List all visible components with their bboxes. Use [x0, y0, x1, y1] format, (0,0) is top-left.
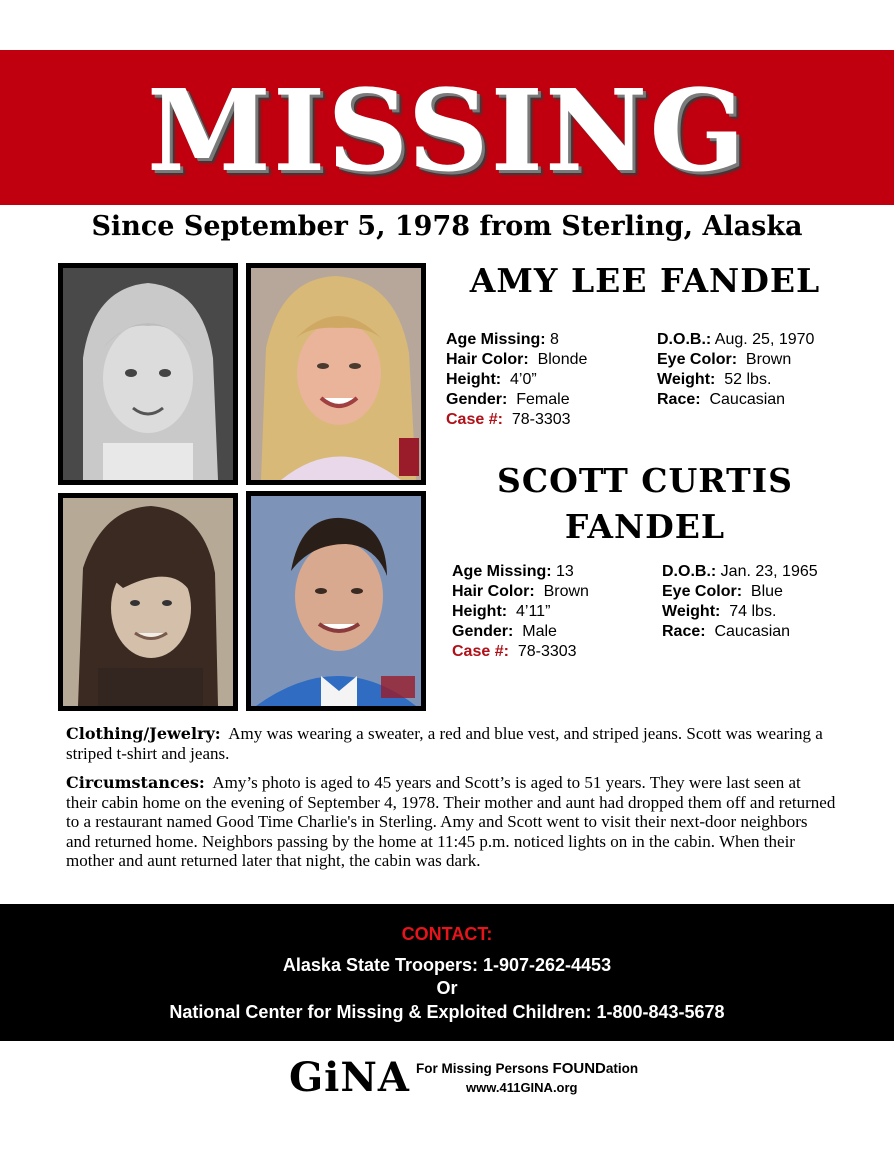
scott-info-right	[662, 562, 818, 642]
amy-age-progressed-photo	[246, 263, 426, 485]
contact-or: Or	[436, 978, 458, 998]
clothing-label: Clothing/Jewelry:	[66, 724, 221, 743]
gender-label: Gender:	[452, 623, 514, 640]
tagline-part1: For Missing Persons	[416, 1061, 553, 1076]
since-subtitle: Since September 5, 1978 from Sterling, Alaska	[91, 211, 803, 242]
gina-tagline	[416, 1060, 638, 1077]
case-label: Case #:	[446, 411, 503, 428]
case-value: 78-3303	[517, 643, 577, 660]
case-label: Case #:	[452, 643, 509, 660]
scott-age-progressed-photo	[246, 491, 426, 711]
contact-box	[0, 904, 894, 1041]
scott-child-photo	[58, 493, 238, 711]
race-label: Race:	[662, 623, 706, 640]
age-value: 8	[550, 331, 559, 348]
age-label: Age Missing:	[452, 563, 552, 580]
eye-value: Blue	[750, 583, 783, 600]
amy-info-right	[657, 330, 814, 410]
eye-label: Eye Color:	[657, 351, 738, 368]
tagline-part3: ation	[605, 1061, 639, 1076]
missing-title: MISSING	[146, 66, 748, 197]
gina-logo: GiNA	[289, 1054, 410, 1101]
dob-label: D.O.B.:	[662, 563, 717, 580]
circumstances-label: Circumstances:	[66, 773, 205, 792]
age-value: 13	[556, 563, 574, 580]
scott-name	[440, 458, 850, 550]
weight-label: Weight:	[657, 371, 716, 388]
contact-troopers: Alaska State Troopers: 1-907-262-4453	[282, 955, 612, 975]
scott-name-line1: SCOTT CURTIS	[497, 461, 793, 500]
age-label: Age Missing:	[446, 331, 546, 348]
dob-value: Jan. 23, 1965	[720, 563, 818, 580]
height-label: Height:	[452, 603, 508, 620]
contact-ncmec: National Center for Missing & Exploited Children: 1-800-843-5678	[169, 1002, 725, 1022]
tagline-part2: FOUND	[552, 1060, 606, 1077]
weight-value: 74 lbs.	[729, 603, 777, 620]
dob-value: Aug. 25, 1970	[714, 331, 815, 348]
gender-value: Female	[516, 391, 570, 408]
clothing-paragraph	[66, 724, 836, 763]
clothing-text: Amy was wearing a sweater, a red and blue vest, and striped jeans. Scott was wearing a striped t-shirt and jeans.	[66, 724, 823, 763]
gender-label: Gender:	[446, 391, 508, 408]
height-label: Height:	[446, 371, 502, 388]
scott-info-left	[452, 562, 589, 662]
amy-name: AMY LEE FANDEL	[469, 261, 821, 300]
hair-label: Hair Color:	[452, 583, 535, 600]
dob-label: D.O.B.:	[657, 331, 712, 348]
race-value: Caucasian	[709, 391, 786, 408]
amy-info-left	[446, 330, 587, 430]
eye-value: Brown	[745, 351, 792, 368]
gina-url: www.411GINA.org	[466, 1080, 578, 1095]
eye-label: Eye Color:	[662, 583, 743, 600]
gender-value: Male	[522, 623, 557, 640]
circumstances-paragraph	[66, 773, 836, 871]
hair-label: Hair Color:	[446, 351, 529, 368]
height-value: 4’11”	[516, 603, 551, 620]
circumstances-text: Amy’s photo is aged to 45 years and Scott’s is aged to 51 years. They were last seen at their cabin home on the evening of September 4, 1978. Their mother and aunt had dropped them off and returned to a restaurant named Good Time Charlie's in Sterling. Amy and Scott went to visit their next-door neighbors and returned home. Neighbors passing by the home at 11:45 p.m. noticed lights on in the cabin. When their mother and aunt returned later that night, the cabin was dark.	[66, 773, 836, 870]
weight-value: 52 lbs.	[724, 371, 772, 388]
hair-value: Brown	[543, 583, 589, 600]
amy-child-photo	[58, 263, 238, 485]
scott-name-line2: FANDEL	[564, 507, 726, 546]
hair-value: Blonde	[537, 351, 588, 368]
race-value: Caucasian	[714, 623, 791, 640]
case-value: 78-3303	[511, 411, 571, 428]
weight-label: Weight:	[662, 603, 721, 620]
contact-label: CONTACT:	[401, 924, 493, 944]
race-label: Race:	[657, 391, 701, 408]
height-value: 4’0”	[510, 371, 537, 388]
